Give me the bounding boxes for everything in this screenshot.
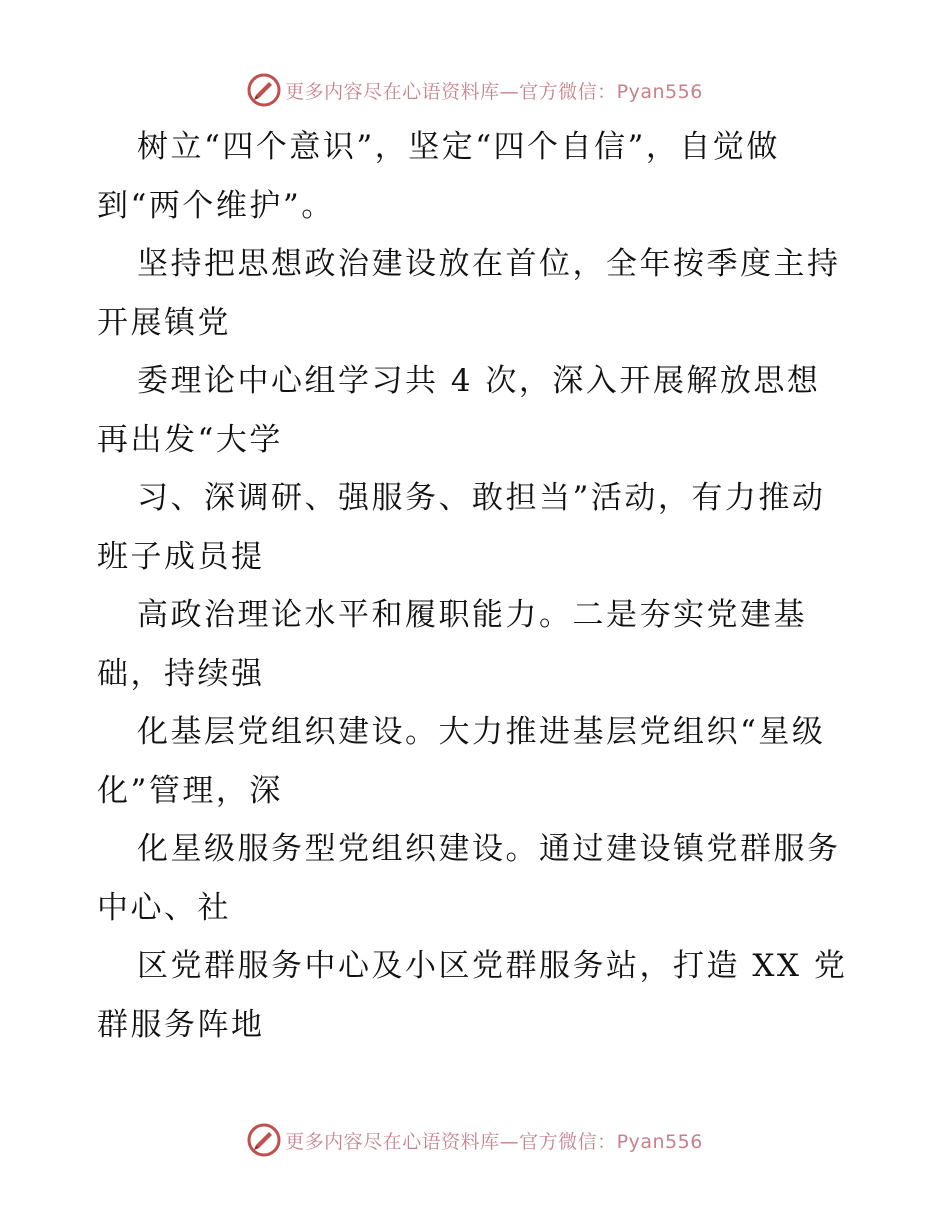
text-line: 到“两个维护”。	[97, 187, 335, 224]
paragraph	[97, 820, 857, 937]
text-line: 高政治理论水平和履职能力。二是夯实党建基	[137, 597, 807, 633]
pen-logo-icon	[247, 1123, 281, 1157]
text-line: 坚持把思想政治建设放在首位，全年按季度主持	[137, 246, 841, 282]
paragraph	[97, 352, 857, 469]
text-line: 化基层党组织建设。大力推进基层党组织“星级	[137, 714, 826, 750]
paragraph	[97, 937, 857, 1054]
text-line: 化星级服务型党组织建设。通过建设镇党群服务	[137, 831, 841, 867]
paragraph	[97, 586, 857, 703]
pen-logo-icon	[247, 73, 281, 107]
paragraph	[97, 469, 857, 586]
watermark-text: 更多内容尽在心语资料库—官方微信：Pyan556	[285, 1130, 703, 1153]
text-line: 群服务阵地	[97, 1006, 265, 1043]
watermark-text: 更多内容尽在心语资料库—官方微信：Pyan556	[285, 80, 703, 103]
paragraph	[97, 235, 857, 352]
text-line: 区党群服务中心及小区党群服务站，打造 XX 党	[137, 948, 848, 984]
paragraph	[97, 118, 857, 235]
text-line: 树立“四个意识”，坚定“四个自信”，自觉做	[137, 129, 780, 165]
text-line: 班子成员提	[97, 538, 265, 575]
header-watermark	[0, 70, 950, 110]
text-line: 中心、社	[97, 889, 231, 926]
text-line: 开展镇党	[97, 304, 231, 341]
footer-watermark	[0, 1120, 950, 1160]
text-line: 础，持续强	[97, 655, 265, 692]
document-body	[97, 118, 857, 1054]
text-line: 委理论中心组学习共 4 次，深入开展解放思想	[137, 363, 821, 399]
text-line: 习、深调研、强服务、敢担当”活动，有力推动	[137, 480, 826, 516]
text-line: 化”管理，深	[97, 772, 283, 809]
text-line: 再出发“大学	[97, 421, 283, 458]
paragraph	[97, 703, 857, 820]
